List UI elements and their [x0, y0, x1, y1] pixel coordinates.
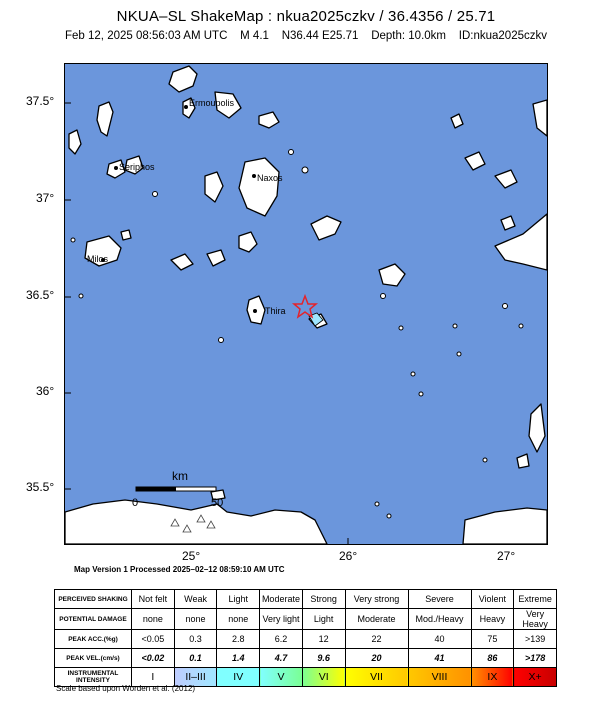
shaking-cell: Severe [408, 590, 471, 609]
scale-label-50: 50 [211, 497, 224, 509]
vel-cell: 41 [408, 649, 471, 668]
lat-label-36: 36° [36, 384, 55, 398]
damage-cell: Light [302, 609, 345, 630]
shaking-cell: Light [217, 590, 260, 609]
shaking-cell: Not felt [132, 590, 175, 609]
legend-row-shaking [55, 590, 557, 609]
intensity-cell-vi: VI [302, 668, 345, 687]
vel-cell: 86 [471, 649, 514, 668]
place-label-thira: Thira [265, 306, 286, 316]
row-head-intensity: INSTRUMENTAL INTENSITY [55, 668, 132, 687]
place-label-seriphos: Seriphos [119, 162, 155, 172]
intensity-cell-viii: VIII [408, 668, 471, 687]
intensity-cell-ix: IX [471, 668, 514, 687]
event-info: Feb 12, 2025 08:56:03 AM UTC M 4.1 N36.44 E25.71 Depth: 10.0km ID:nkua2025czkv [65, 30, 547, 42]
intensity-cell-v: V [260, 668, 303, 687]
vel-cell: 20 [345, 649, 408, 668]
damage-cell: none [217, 609, 260, 630]
acc-cell: 12 [302, 630, 345, 649]
map-title: NKUA–SL ShakeMap : nkua2025czkv / 36.4356 / 25.71 [116, 8, 496, 25]
lat-label-37: 37° [36, 191, 55, 205]
scale-label-0: 0 [132, 497, 139, 509]
row-head-shaking: PERCEIVED SHAKING [55, 590, 132, 609]
intensity-cell-x: X+ [514, 668, 557, 687]
vel-cell: 0.1 [174, 649, 217, 668]
sea-background [65, 64, 547, 544]
legend-row-acc [55, 630, 557, 649]
shaking-cell: Moderate [260, 590, 303, 609]
map-version: Map Version 1 Processed 2025–02–12 08:59:10 AM UTC [74, 565, 285, 574]
acc-cell: <0.05 [132, 630, 175, 649]
island-kimolos [121, 230, 131, 240]
legend-row-vel [55, 649, 557, 668]
intensity-cell-i: I [132, 668, 175, 687]
damage-cell: Very Heavy [514, 609, 557, 630]
shaking-cell: Very strong [345, 590, 408, 609]
intensity-cell-vii: VII [345, 668, 408, 687]
legend-row-damage [55, 609, 557, 630]
lat-label-36-5: 36.5° [26, 288, 55, 302]
damage-cell: Very light [260, 609, 303, 630]
vel-cell: 1.4 [217, 649, 260, 668]
damage-cell: none [174, 609, 217, 630]
damage-cell: Mod./Heavy [408, 609, 471, 630]
row-head-damage: POTENTIAL DAMAGE [55, 609, 132, 630]
row-head-vel: PEAK VEL.(cm/s) [55, 649, 132, 668]
vel-cell: <0.02 [132, 649, 175, 668]
acc-cell: 2.8 [217, 630, 260, 649]
lat-label-37-5: 37.5° [26, 94, 55, 108]
intensity-cell-ii-iii: II–III [174, 668, 217, 687]
row-head-acc: PEAK ACC.(%g) [55, 630, 132, 649]
map-canvas [65, 64, 547, 544]
shaking-cell: Strong [302, 590, 345, 609]
acc-cell: 40 [408, 630, 471, 649]
lon-label-26: 26° [339, 549, 358, 563]
damage-cell: Heavy [471, 609, 514, 630]
scale-unit: km [172, 469, 188, 483]
shaking-cell: Extreme [514, 590, 557, 609]
lon-label-27: 27° [497, 549, 516, 563]
lon-label-25: 25° [182, 549, 201, 563]
scale-note: Scale based upon Worden et al. (2012) [56, 684, 196, 693]
shaking-cell: Weak [174, 590, 217, 609]
shaking-cell: Violent [471, 590, 514, 609]
shakemap-map [64, 63, 548, 545]
place-label-milos: Milos [87, 254, 109, 264]
damage-cell: none [132, 609, 175, 630]
acc-cell: 75 [471, 630, 514, 649]
intensity-cell-iv: IV [217, 668, 260, 687]
acc-cell: >139 [514, 630, 557, 649]
acc-cell: 22 [345, 630, 408, 649]
acc-cell: 6.2 [260, 630, 303, 649]
lat-label-35-5: 35.5° [26, 480, 55, 494]
intensity-legend [54, 589, 557, 687]
damage-cell: Moderate [345, 609, 408, 630]
place-label-ermoupolis: Ermoupolis [189, 98, 235, 108]
vel-cell: >178 [514, 649, 557, 668]
acc-cell: 0.3 [174, 630, 217, 649]
vel-cell: 9.6 [302, 649, 345, 668]
place-label-naxos: Naxos [257, 173, 283, 183]
vel-cell: 4.7 [260, 649, 303, 668]
